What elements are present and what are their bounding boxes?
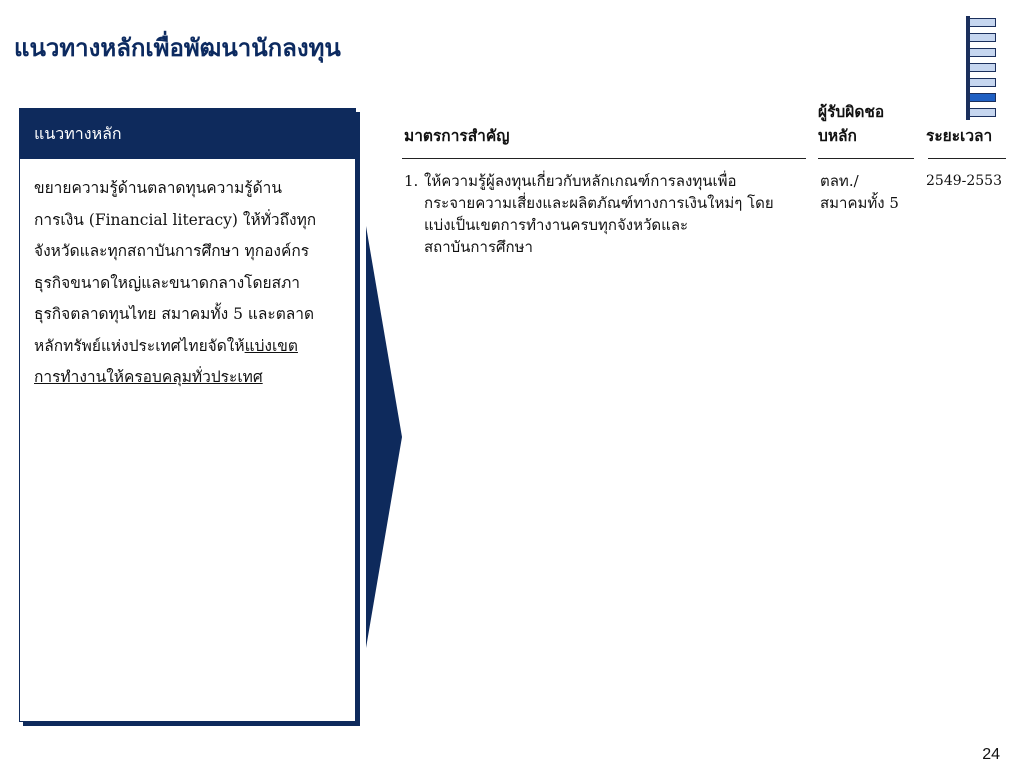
timeframe-cell: 2549-2553 xyxy=(926,173,1002,189)
panel-line: จังหวัดและทุกสถาบันการศึกษา ทุกองค์กร xyxy=(34,242,310,260)
column-header-measures: มาตรการสำคัญ xyxy=(404,126,510,145)
nav-tab xyxy=(969,48,996,57)
main-guideline-panel xyxy=(19,108,356,722)
section-progress-icon xyxy=(966,16,998,122)
panel-body xyxy=(20,159,355,394)
panel-header: แนวทางหลัก xyxy=(20,109,355,159)
nav-tab xyxy=(969,78,996,87)
page-number: 24 xyxy=(982,746,1000,763)
panel-line-text: หลักทรัพย์แห่งประเทศไทยจัดให้ xyxy=(34,336,245,355)
measure-line: แบ่งเป็นเขตการทำงานครบทุกจังหวัดและ xyxy=(424,216,689,234)
column-header-owner-line: บหลัก xyxy=(818,126,857,145)
panel-line: การเงิน (Financial literacy) ให้ทั่วถึงทุก xyxy=(34,210,317,229)
measure-text xyxy=(424,170,806,258)
panel-line xyxy=(34,331,339,363)
nav-tab xyxy=(969,33,996,42)
nav-tab xyxy=(969,108,996,117)
measure-cell xyxy=(404,170,806,258)
panel-underlined-text: การทำงานให้ครอบคลุมทั่วประเทศ xyxy=(34,368,263,386)
header-rule xyxy=(818,158,914,159)
arrow-right-icon xyxy=(366,226,404,648)
measure-line: สถาบันการศึกษา xyxy=(424,238,533,256)
nav-tab xyxy=(969,18,996,27)
column-header-owner-line: ผู้รับผิดชอ xyxy=(818,102,885,121)
nav-tab-active xyxy=(969,93,996,102)
nav-tab xyxy=(969,63,996,72)
page-title: แนวทางหลักเพื่อพัฒนานักลงทุน xyxy=(14,33,341,62)
column-header-timeframe: ระยะเวลา xyxy=(926,126,993,145)
panel-line: ธุรกิจตลาดทุนไทย สมาคมทั้ง 5 และตลาด xyxy=(34,305,315,323)
measure-number: 1. xyxy=(404,172,419,190)
owner-cell xyxy=(820,170,916,214)
owner-line: ตลท./ xyxy=(820,172,859,190)
panel-line xyxy=(34,362,339,394)
measure-line: ให้ความรู้ผู้ลงทุนเกี่ยวกับหลักเกณฑ์การลงทุนเพื่อ xyxy=(424,172,737,190)
column-header-owner xyxy=(818,100,884,148)
header-rule xyxy=(928,158,1006,159)
panel-line: ธุรกิจขนาดใหญ่และขนาดกลางโดยสภา xyxy=(34,273,300,292)
owner-line: สมาคมทั้ง 5 xyxy=(820,194,899,212)
measure-line: กระจายความเสี่ยงและผลิตภัณฑ์ทางการเงินใหม่ๆ โดย xyxy=(424,194,774,212)
measure-item xyxy=(404,170,806,258)
header-rule xyxy=(402,158,806,159)
panel-underlined-text: แบ่งเขต xyxy=(244,336,298,355)
panel-line: ขยายความรู้ด้านตลาดทุนความรู้ด้าน xyxy=(34,179,282,197)
